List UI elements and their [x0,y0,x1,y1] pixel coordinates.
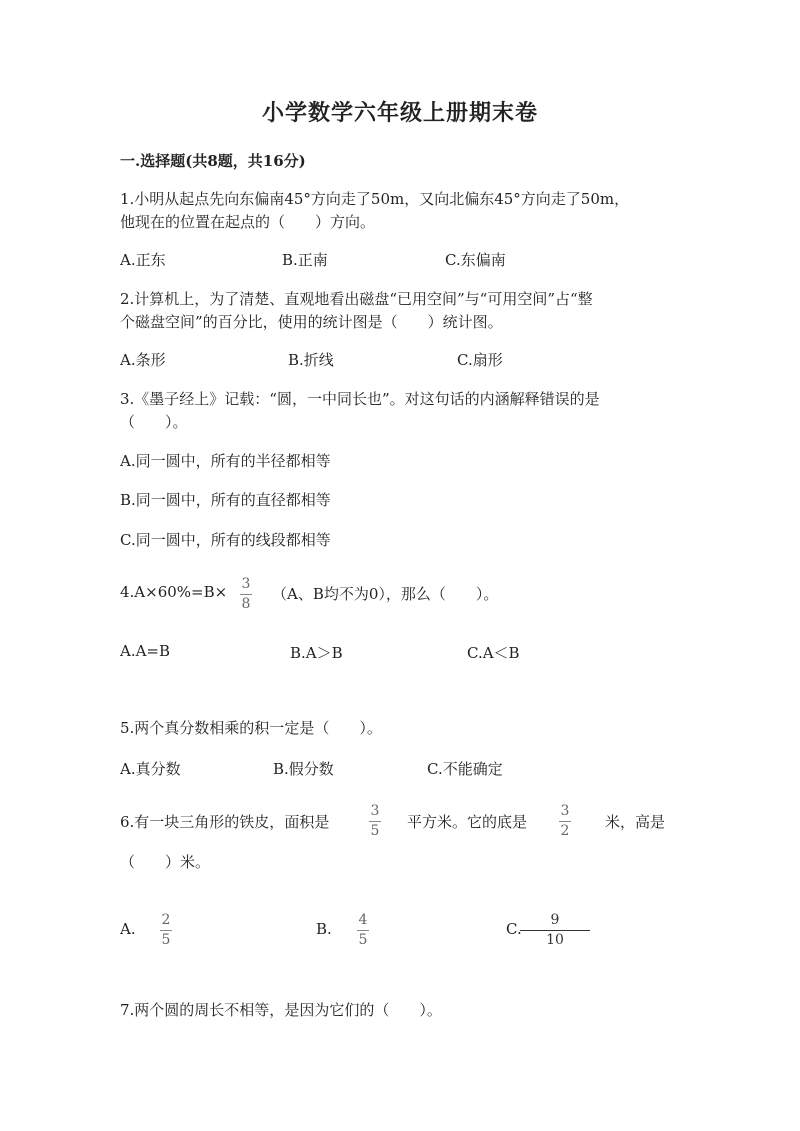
fraction-denominator: 5 [358,932,368,948]
question-7-line-1: 7.两个圆的周长不相等，是因为它们的（ ）。 [120,1001,442,1019]
question-6-option-c-fraction [520,912,590,949]
question-6-middle: 平方米。它的底是 [407,813,528,831]
question-6-prefix: 6.有一块三角形的铁皮，面积是 [120,813,330,831]
question-1-option-a: A.正东 [120,251,166,269]
question-1-option-c: C.东偏南 [445,251,506,269]
question-4-fraction [240,576,252,613]
question-2-option-c: C.扇形 [457,351,503,369]
fraction-bar [559,821,571,822]
question-5-option-c: C.不能确定 [427,760,503,778]
fraction-bar [357,930,369,931]
section-heading: 一.选择题(共8题，共16分) [120,152,306,170]
question-6-option-c-label: C. [506,920,522,938]
question-3-option-b: B.同一圆中，所有的直径都相等 [120,491,331,509]
question-4-option-a: A.A=B [120,642,171,660]
question-3-line-1: 3.《墨子经上》记载：“圆，一中同长也”。对这句话的内涵解释错误的是 [120,390,600,408]
question-6-base-fraction [559,803,571,840]
fraction-bar [520,930,590,931]
fraction-denominator: 5 [370,823,380,839]
question-5-option-a: A.真分数 [120,760,181,778]
question-3-line-2: （ ）。 [120,413,188,431]
question-5-option-b: B.假分数 [273,760,334,778]
fraction-numerator: 3 [560,803,570,819]
fraction-numerator: 3 [241,576,251,592]
question-4-suffix: （A、B均不为0），那么（ ）。 [272,585,499,603]
question-3-option-a: A.同一圆中，所有的半径都相等 [120,452,331,470]
fraction-numerator: 9 [550,912,560,928]
fraction-denominator: 8 [241,596,251,612]
question-2-line-1: 2.计算机上，为了清楚、直观地看出磁盘“已用空间”与“可用空间”占“整 [120,290,593,308]
question-5-line-1: 5.两个真分数相乘的积一定是（ ）。 [120,719,382,737]
fraction-denominator: 2 [560,823,570,839]
fraction-bar [369,821,381,822]
question-6-line-2: （ ）米。 [120,853,211,871]
fraction-denominator: 10 [546,932,564,948]
question-1-line-2: 他现在的位置在起点的（ ）方向。 [120,213,376,231]
question-1-line-1: 1.小明从起点先向东偏南45°方向走了50m，又向北偏东45°方向走了50m， [120,190,630,208]
question-6-option-a-label: A. [120,920,136,938]
question-4-option-b: B.A＞B [290,644,343,662]
question-6-area-fraction [369,803,381,840]
fraction-numerator: 2 [161,912,171,928]
fraction-bar [160,930,172,931]
question-1-option-b: B.正南 [282,251,328,269]
question-2-line-2: 个磁盘空间”的百分比，使用的统计图是（ ）统计图。 [120,313,503,331]
question-6-suffix: 米，高是 [605,813,666,831]
page-title: 小学数学六年级上册期末卷 [261,100,538,126]
fraction-numerator: 3 [370,803,380,819]
question-3-option-c: C.同一圆中，所有的线段都相等 [120,531,331,549]
fraction-numerator: 4 [358,912,368,928]
question-4-prefix: 4.A×60%=B× [120,583,228,601]
question-4-option-c: C.A＜B [467,644,520,662]
question-2-option-a: A.条形 [120,351,166,369]
question-2-option-b: B.折线 [288,351,334,369]
question-6-option-a-fraction [160,912,172,949]
question-6-option-b-fraction [357,912,369,949]
question-6-option-b-label: B. [316,920,332,938]
fraction-bar [240,594,252,595]
fraction-denominator: 5 [161,932,171,948]
